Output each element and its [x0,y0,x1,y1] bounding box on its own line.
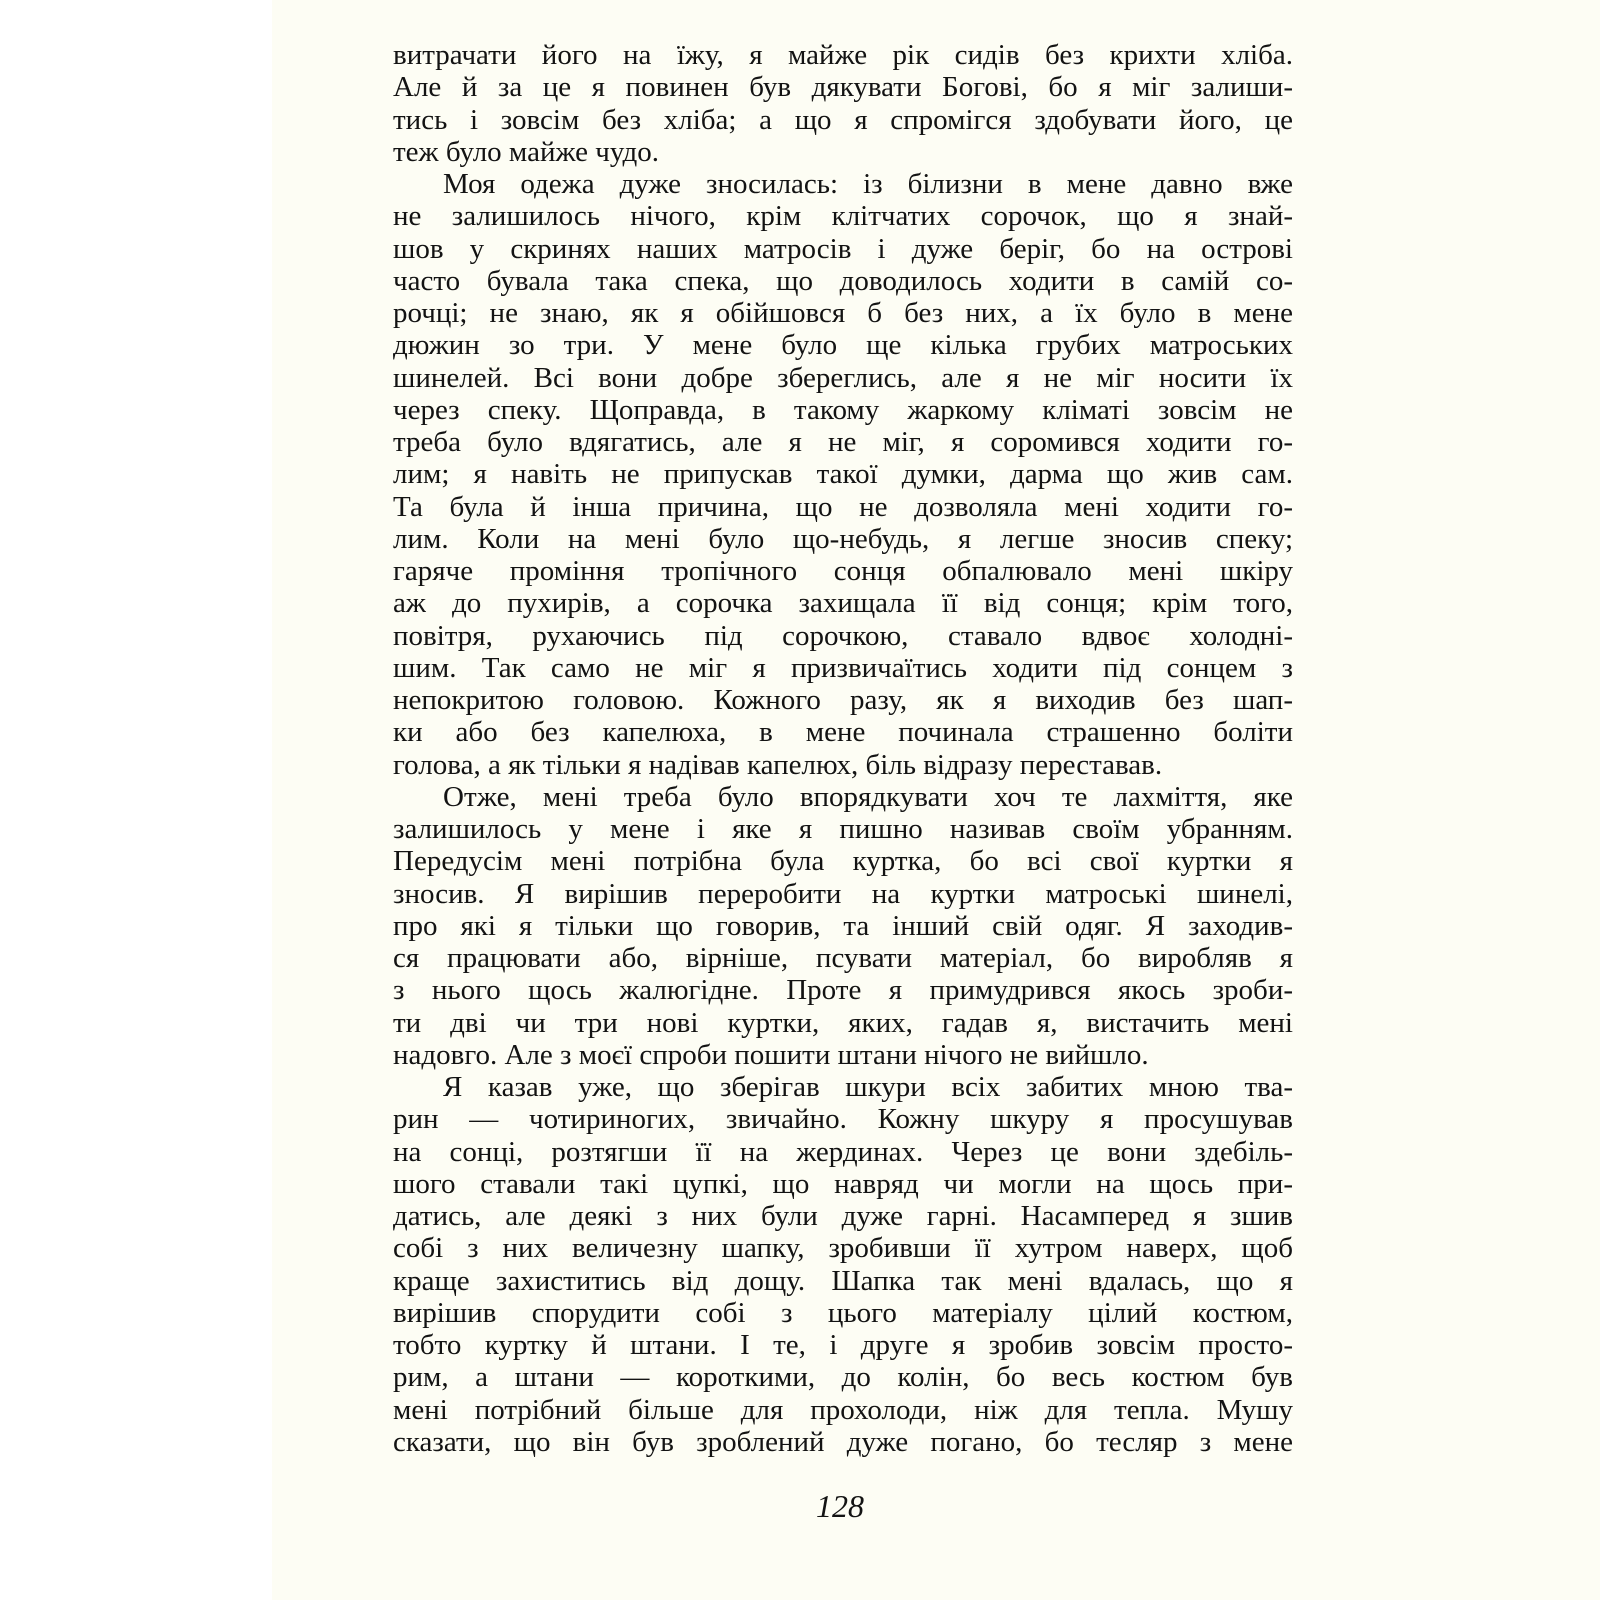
text-line: часто бувала така спека, що доводилось ходити в самій со- [393,264,1293,297]
text-column [393,39,1293,1458]
text-line: Та була й інша причина, що не дозволяла мені ходити го- [393,490,1293,523]
text-line: шов у скринях наших матросів і дуже беріг, бо на острові [393,232,1293,265]
text-line: рин — чотириногих, звичайно. Кожну шкуру я просушував [393,1103,1293,1136]
paragraph [393,168,1293,781]
text-line: краще захиститись від дощу. Шапка так мені вдалась, що я [393,1264,1293,1297]
text-line: лим. Коли на мені було що-небудь, я легше зносив спеку; [393,522,1293,555]
paragraph [393,781,1293,1071]
text-line: ки або без капелюха, в мене починала страшенно боліти [393,716,1293,749]
text-line: витрачати його на їжу, я майже рік сидів без крихти хліба. [393,39,1293,71]
text-line: з нього щось жалюгідне. Проте я примудрився якось зроби- [393,974,1293,1007]
text-line: сказати, що він був зроблений дуже погано, бо тесляр з мене [393,1425,1293,1458]
text-line: лим; я навіть не припускав такої думки, дарма що жив сам. [393,458,1293,491]
text-line: шого ставали такі цупкі, що навряд чи могли на щось при- [393,1167,1293,1200]
page-number: 128 [816,1488,864,1524]
text-line: зносив. Я вирішив переробити на куртки матроські шинелі, [393,877,1293,910]
text-line: ся працювати або, вірніше, псувати матеріал, бо виробляв я [393,942,1293,974]
text-line: голова, а як тільки я надівав капелюх, біль відразу переставав. [393,748,1163,781]
text-line: шим. Так само не міг я призвичаїтись ходити під сонцем з [393,651,1293,684]
text-line: аж до пухирів, а сорочка захищала її від сонця; крім того, [393,587,1293,620]
text-line: гаряче проміння тропічного сонця обпалювало мені шкіру [393,555,1293,587]
text-line: Я казав уже, що зберігав шкури всіх забитих мною тва- [443,1071,1293,1103]
paragraph [393,1071,1293,1458]
text-line: через спеку. Щоправда, в такому жаркому кліматі зовсім не [393,393,1293,426]
text-line: теж було майже чудо. [393,135,660,168]
text-line: Отже, мені треба було впорядкувати хоч те лахміття, яке [443,780,1293,813]
text-line: ти дві чи три нові куртки, яких, гадав я, вистачить мені [393,1006,1293,1039]
text-line: собі з них величезну шапку, зробивши її хутром наверх, щоб [393,1232,1293,1265]
text-line: тобто куртку й штани. І те, і друге я зробив зовсім просто- [393,1329,1293,1361]
text-line: залишилось у мене і яке я пишно називав своїм убранням. [393,813,1293,845]
text-line: Але й за це я повинен був дякувати Богові, бо я міг залиши- [393,71,1293,104]
text-line: надовго. Але з моєї спроби пошити штани нічого не вийшло. [393,1038,1149,1071]
text-line: рочці; не знаю, як я обійшовся б без них, а їх було в мене [393,297,1293,329]
text-line: датись, але деякі з них були дуже гарні. Насамперед я зшив [393,1200,1293,1232]
paragraph [393,39,1293,168]
text-line: не залишилось нічого, крім клітчатих сорочок, що я знай- [393,200,1293,233]
text-line: непокритою головою. Кожного разу, як я виходив без шап- [393,684,1293,716]
text-line: мені потрібний більше для прохолоди, ніж для тепла. Мушу [393,1393,1293,1426]
text-line: Передусім мені потрібна була куртка, бо всі свої куртки я [393,845,1293,878]
text-line: повітря, рухаючись під сорочкою, ставало вдвоє холодні- [393,619,1293,652]
text-line: на сонці, розтягши її на жердинах. Через це вони здебіль- [393,1135,1293,1168]
text-line: шинелей. Всі вони добре збереглись, але я не міг носити їх [393,361,1293,394]
text-line: про які я тільки що говорив, та інший свій одяг. Я заходив- [393,909,1293,942]
text-line: треба було вдягатись, але я не міг, я соромився ходити го- [393,426,1293,458]
text-line: тись і зовсім без хліба; а що я спромігся здобувати його, це [393,103,1293,136]
text-line: дюжин зо три. У мене було ще кілька грубих матроських [393,329,1293,362]
text-line: рим, а штани — короткими, до колін, бо весь костюм був [393,1361,1293,1394]
text-line: Моя одежа дуже зносилась: із білизни в мене давно вже [443,168,1293,200]
text-line: вирішив спорудити собі з цього матеріалу цілий костюм, [393,1296,1293,1329]
